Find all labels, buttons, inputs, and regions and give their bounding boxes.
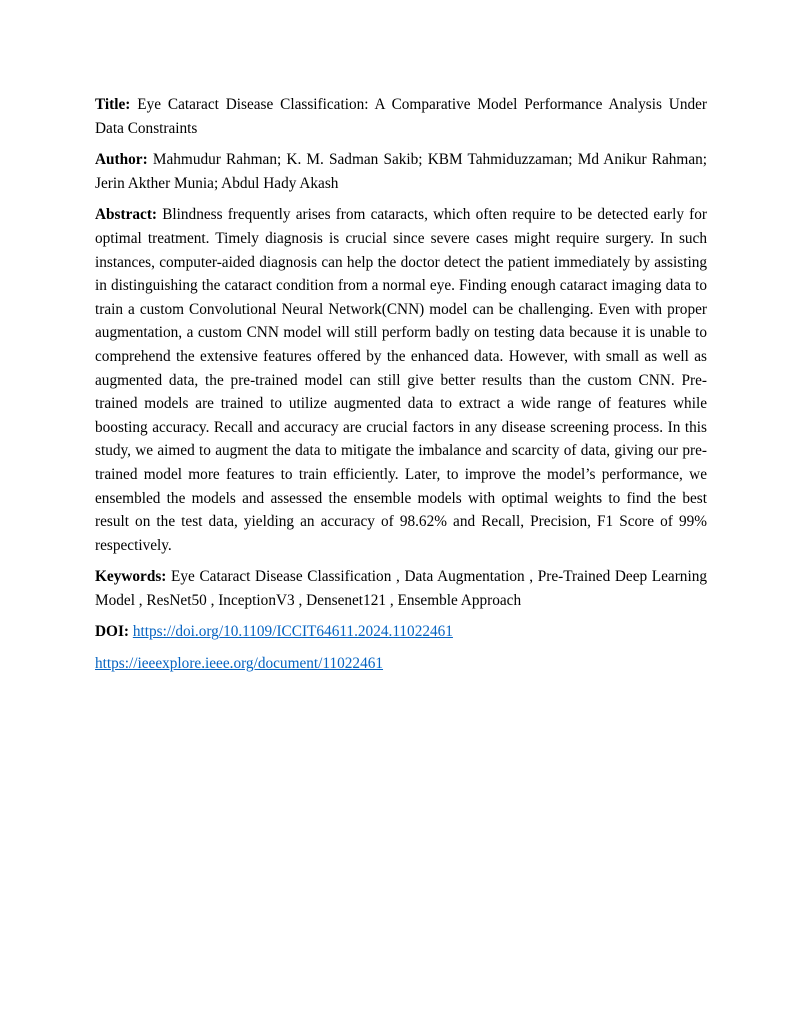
author-label: Author: (95, 151, 148, 169)
title-label: Title: (95, 96, 131, 113)
ieee-paragraph (95, 652, 707, 676)
keywords-text: Eye Cataract Disease Classification , Data Augmentation , Pre-Trained Deep Learning Model , ResNet50 , InceptionV3 , Densenet121 , Ensemble Approach (95, 568, 707, 609)
doi-link[interactable]: https://doi.org/10.1109/ICCIT64611.2024.11022461 (132, 623, 453, 641)
ieee-link[interactable]: https://ieeexplore.ieee.org/document/11022461 (95, 655, 384, 673)
abstract-label: Abstract: (95, 206, 158, 224)
author-text: Mahmudur Rahman; K. M. Sadman Sakib; KBM Tahmiduzzaman; Md Anikur Rahman; Jerin Akther Munia; Abdul Hady Akash (95, 151, 708, 192)
keywords-paragraph (95, 565, 707, 612)
author-paragraph (95, 148, 707, 195)
keywords-label: Keywords: (95, 568, 167, 586)
title-paragraph (95, 93, 707, 140)
abstract-text: Blindness frequently arises from cataracts, which often require to be detected early for optimal treatment. Timely diagnosis is crucial since severe cases might require surgery. In such instances, computer-aided diagnosis can help the doctor detect the patient immediately by assisting in distinguishing the cataract condition from a normal eye. Finding enough cataract imaging data to train a custom Convolutional Neural Network(CNN) model can be challenging. Even with proper augmentation, a custom CNN model will still perform badly on testing data because it is unable to comprehend the extensive features offered by the enhanced data. However, with small as well as augmented data, the pre-trained model can still give better results than the custom CNN. Pre-trained models are trained to utilize augmented data to extract a wide range of features while boosting accuracy. Recall and accuracy are crucial factors in any disease screening process. In this study, we aimed to augment the data to mitigate the imbalance and scarcity of data, giving our pre-trained model more features to train efficiently. Later, to improve the model’s performance, we ensembled the models and assessed the ensemble models with optimal weights to find the best result on the test data, yielding an accuracy of 98.62% and Recall, Precision, F1 Score of 99% respectively. (95, 206, 708, 554)
abstract-paragraph (95, 203, 707, 557)
doi-label: DOI: (95, 623, 129, 641)
doi-paragraph (95, 620, 707, 644)
paper-summary (95, 93, 707, 684)
title-text: Eye Cataract Disease Classification: A Comparative Model Performance Analysis Under Data Constraints (95, 96, 707, 137)
